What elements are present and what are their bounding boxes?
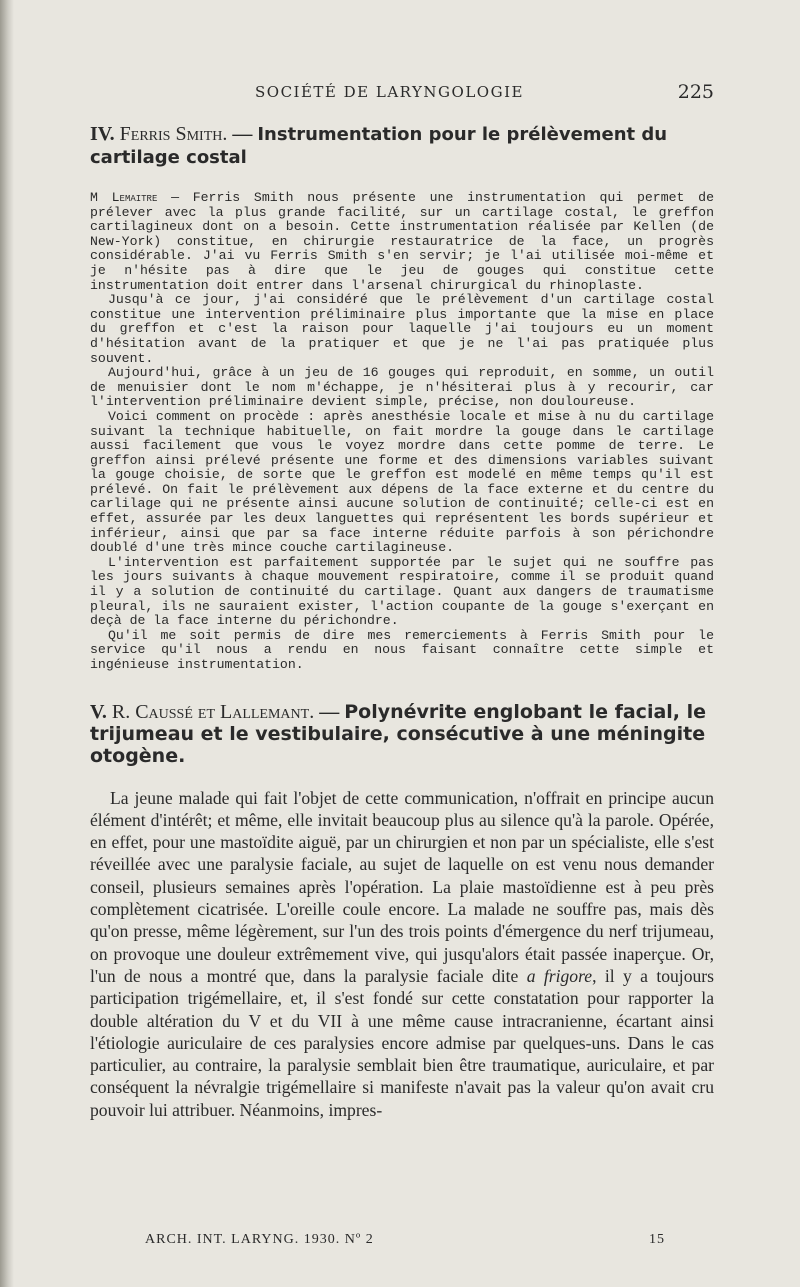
section-iv-author: Ferris Smith. — [119, 123, 228, 145]
section-v-body — [90, 787, 714, 1121]
journal-reference: ARCH. INT. LARYNG. 1930. Nº 2 — [145, 1232, 374, 1247]
paragraph: La jeune malade qui fait l'objet de cette communication, n'offrait en principe aucun élément d'intérêt; et même, elle invitait beaucoup plus au silence qu'à la parole. Opérée, en effet, pour une mastoïdite aiguë, par un chirurgien et non par un spécialiste, elle s'est réveillée avec une paralysie faciale, au sujet de laquelle on est venu nous demander conseil, plusieurs semaines après l'opération. La plaie mastoïdienne est à peu près complètement cicatrisée. L'oreille coule encore. La malade ne souffre pas, mais dès qu'on presse, même légèrement, sur l'un des trois points d'émergence du nerf trijumeau, on provoque une douleur extrêmement vive, qui jusqu'alors était passée inaperçue. Or, l'un de nous a montré que, dans la paralysie faciale dite a frigore, il y a toujours participation trigémellaire, et, il s'est fondé sur cette constatation pour rapporter la double altération du V et du VII à une même cause intracranienne, écartant ainsi l'étiologie auriculaire de ces paralysies encore admise par quelques-uns. Dans le cas particulier, au contraire, la paralysie semblait bien être traumatique, auriculaire, et par conséquent la névralgie trigémellaire si manifeste n'avait pas la valeur qu'on avait cru pouvoir lui attribuer. Néanmoins, impres- — [90, 787, 714, 1120]
section-iv-heading — [90, 123, 714, 169]
section-iv-number: IV. — [90, 123, 115, 145]
italic-term: a frigore — [526, 965, 593, 986]
paragraph: M Lemaitre — Ferris Smith nous présente une instrumentation qui permet de prélever avec la plus grande facilité, sur un cartilage costal, le greffon cartilagineux dont on a besoin. Cette instrumentation réalisée par Kellen (de New-York) constitue, en chirurgie restauratrice de la face, un progrès considérable. J'ai vu Ferris Smith s'en servir; je l'ai utilisée moi-même et je n'hésite pas à dire que le jeu de gouges qui constitue cette instrumentation doit entrer dans l'arsenal chirurgical du rhinoplaste. — [90, 190, 714, 293]
signature-mark: 15 — [649, 1232, 665, 1247]
speaker-name: M Lemaitre — [90, 190, 158, 205]
paragraph: Aujourd'hui, grâce à un jeu de 16 gouges qui reproduit, en somme, un outil de menuisier dont le nom m'échappe, je n'hésiterai plus à y recourir, car l'intervention préliminaire devient simple, précise, non douloureuse. — [90, 365, 714, 410]
running-header — [90, 83, 714, 107]
section-v-number: V. — [90, 700, 107, 723]
running-title: SOCIÉTÉ DE LARYNGOLOGIE — [255, 83, 524, 101]
section-iv-body — [90, 191, 714, 673]
page-footer — [145, 1232, 665, 1248]
paragraph: L'intervention est parfaitement supportée par le sujet qui ne souffre pas les jours suivants à chaque mouvement respiratoire, comme il se produit quand il y a solution de continuité du cartilage. Quant aux dangers de traumatisme pleural, ils ne sauraient exister, l'action coupante de la gouge s'exerçant en deçà de la face interne du périchondre. — [90, 554, 714, 629]
section-iv-dash: — — [232, 123, 253, 145]
section-iv — [90, 123, 714, 673]
section-v-author: R. Caussé et Lallemant. — [111, 700, 315, 723]
paragraph: Voici comment on procède : après anesthésie locale et mise à nu du cartilage suivant la technique habituelle, on fait mordre la gouge dans le cartilage aussi facilement que vous le voyez mordre dans cette pomme de terre. Le greffon ainsi prélevé présente une forme et des dimensions variables suivant la gouge choisie, de sorte que le greffon est modelé en même temps qu'il est prélevé. On fait le prélèvement aux dépens de la face externe et du centre du carlilage qui ne présente ainsi aucune solution de continuité; celle-ci est en effet, assurée par les deux languettes qui représentent les bords supérieur et inférieur, ainsi que par sa face interne réduite parfois à son périchondre doublé d'une très mince couche cartilagineuse. — [90, 408, 714, 556]
section-v — [90, 701, 714, 1121]
binding-edge — [0, 0, 14, 1287]
paragraph: Jusqu'à ce jour, j'ai considéré que le prélèvement d'un cartilage costal constitue une intervention préliminaire plus importante que la mise en place du greffon et c'est la raison pour laquelle j'ai toujours eu un moment d'hésitation avant de la pratiquer et que je ne l'ai pas pratiquée plus souvent. — [90, 292, 714, 366]
page-number: 225 — [677, 81, 714, 103]
page-content — [90, 123, 714, 1121]
section-iv-title: Instrumentation pour le prélèvement du cartilage costal — [90, 124, 668, 168]
paragraph: Qu'il me soit permis de dire mes remerciements à Ferris Smith pour le service qu'il nous a rendu en nous faisant connaître cette simple et ingénieuse instrumentation. — [90, 627, 714, 672]
section-v-title: Polynévrite englobant le facial, le trijumeau et le vestibulaire, consécutive à une méningite otogène. — [90, 700, 707, 767]
section-v-dash: — — [319, 700, 340, 723]
section-v-heading — [90, 701, 714, 767]
